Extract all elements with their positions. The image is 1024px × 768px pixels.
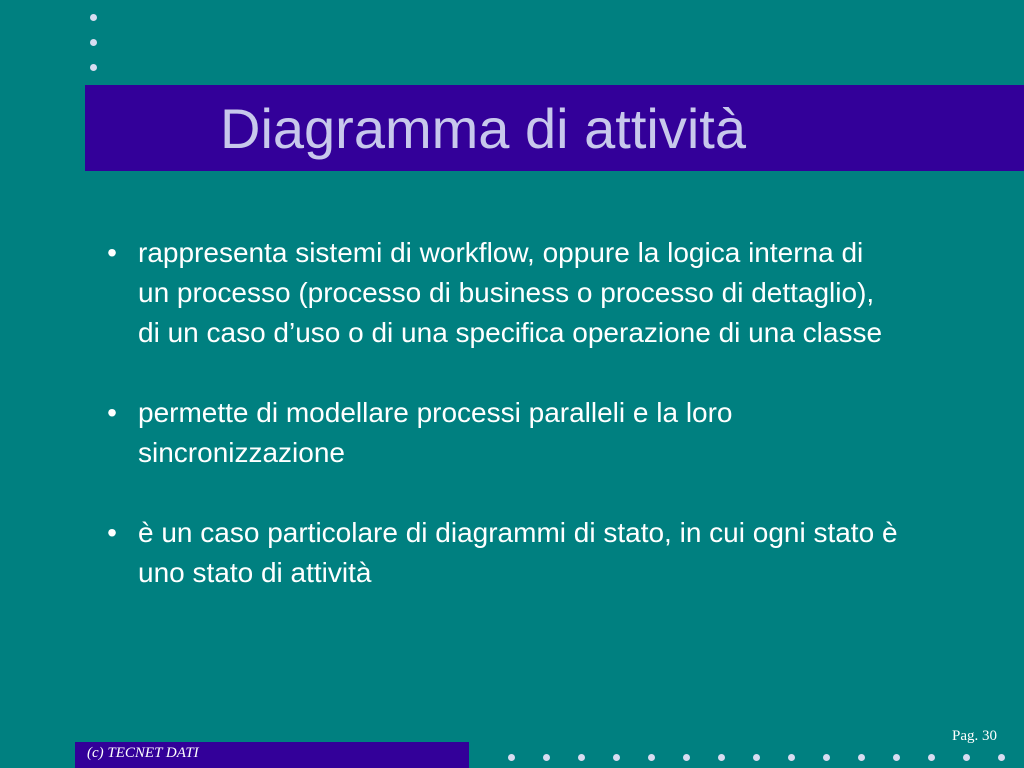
decor-dot <box>823 754 830 761</box>
decor-dot <box>90 14 97 21</box>
decor-dot <box>753 754 760 761</box>
bullet-icon: • <box>107 237 117 268</box>
bullet-item <box>100 393 900 473</box>
decor-dot <box>963 754 970 761</box>
bullet-icon: • <box>107 397 117 428</box>
bullet-item <box>100 233 900 353</box>
decor-dot <box>543 754 550 761</box>
bullet-text: permette di modellare processi paralleli e la loro sincronizzazione <box>138 397 733 468</box>
footer-copyright: (c) TECNET DATI <box>87 745 199 761</box>
bullet-item <box>100 513 900 593</box>
decor-dot <box>613 754 620 761</box>
decor-dot <box>998 754 1005 761</box>
decor-dot <box>788 754 795 761</box>
bullet-text: rappresenta sistemi di workflow, oppure la logica interna di un processo (processo di business o processo di dettaglio), di un caso d’uso o di una specifica operazione di una classe <box>138 237 883 348</box>
page-number: Pag. 30 <box>952 728 997 744</box>
decor-dot <box>578 754 585 761</box>
bullet-text: è un caso particolare di diagrammi di stato, in cui ogni stato è uno stato di attività <box>138 517 898 588</box>
decor-dot <box>683 754 690 761</box>
decor-dot <box>90 64 97 71</box>
decor-dot <box>90 39 97 46</box>
decor-dot <box>893 754 900 761</box>
decor-dot <box>858 754 865 761</box>
decor-dot <box>648 754 655 761</box>
decor-dot <box>928 754 935 761</box>
decor-dot <box>508 754 515 761</box>
bullet-icon: • <box>107 517 117 548</box>
bullet-list <box>100 233 900 633</box>
decor-dot <box>718 754 725 761</box>
slide-title: Diagramma di attività <box>220 97 746 160</box>
